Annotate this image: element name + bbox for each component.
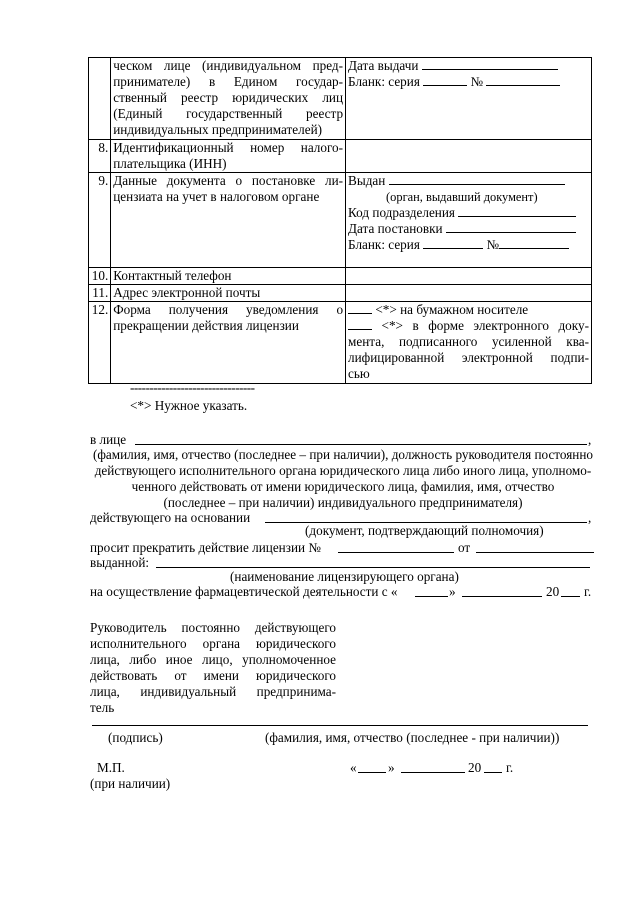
- option-electronic[interactable]: <*> в форме электронного доку- мента, подписанного усиленной ква- лифицированной электронной подпи- сью: [348, 318, 589, 381]
- issued-label: выданной:: [90, 555, 150, 570]
- table-row: [89, 58, 592, 140]
- acting-label: действующего на основании: [90, 510, 251, 525]
- request-label: просит прекратить действие лицензии №: [90, 540, 321, 555]
- row-value: [346, 58, 592, 140]
- sign-month-line[interactable]: [401, 772, 465, 773]
- row-description: Контактный телефон: [111, 268, 346, 285]
- signature-line[interactable]: [92, 725, 588, 726]
- blank-series-field[interactable]: Бланк: серия №: [348, 74, 589, 90]
- table-row: [89, 285, 592, 302]
- stamp-note: (при наличии): [90, 776, 171, 791]
- issue-date-field[interactable]: Дата выдачи: [348, 58, 589, 74]
- row-description: Данные документа о постановке ли- цензиата на учет в налоговом органе: [111, 173, 346, 268]
- acting-hint: (документ, подтверждающий полномочия): [305, 523, 544, 538]
- phone-value[interactable]: [346, 268, 592, 285]
- row-number: 12.: [89, 302, 111, 384]
- signature-hint: (подпись): [108, 730, 163, 745]
- person-hint: (фамилия, имя, отчество (последнее – при наличии), должность руководителя постоянно действующего исполнительного органа юридического лица либо иного лица, уполномо- ченного действовать от имени юридического лица, фамилия, имя, отчество (последнее – при наличии) индивидуального предпринимателя): [92, 447, 594, 510]
- table-row: [89, 173, 592, 268]
- license-form-table: [88, 57, 592, 384]
- from-label: от: [458, 540, 471, 555]
- start-day-line[interactable]: [415, 596, 448, 597]
- in-person-label: в лице: [90, 432, 127, 447]
- table-row: [89, 302, 592, 384]
- row-description: Идентификационный номер налого- плательщика (ИНН): [111, 140, 346, 173]
- row-number: 10.: [89, 268, 111, 285]
- row-description: Форма получения уведомления о прекращении действия лицензии: [111, 302, 346, 384]
- table-row: [89, 140, 592, 173]
- issuer-line[interactable]: [156, 567, 590, 568]
- email-value[interactable]: [346, 285, 592, 302]
- footnote-rule: --------------------------------: [130, 380, 255, 395]
- person-name-line[interactable]: [135, 444, 587, 445]
- start-month-line[interactable]: [462, 596, 542, 597]
- start-year-line[interactable]: [561, 596, 580, 597]
- row-number: 11.: [89, 285, 111, 302]
- sign-day-line[interactable]: [358, 772, 386, 773]
- row-number: 8.: [89, 140, 111, 173]
- stamp-label: М.П.: [97, 760, 125, 775]
- issued-by-field[interactable]: Выдан: [348, 173, 589, 189]
- row-value: [346, 302, 592, 384]
- activity-text: на осуществление фармацевтической деятельности с «: [90, 584, 398, 599]
- row-number: 9.: [89, 173, 111, 268]
- registration-date-field[interactable]: Дата постановки: [348, 221, 589, 237]
- license-number-line[interactable]: [338, 552, 454, 553]
- option-paper[interactable]: <*> на бумажном носителе: [348, 302, 589, 318]
- footnote-text: <*> Нужное указать.: [130, 398, 248, 413]
- license-date-line[interactable]: [476, 552, 594, 553]
- issuer-hint: (наименование лицензирующего органа): [230, 569, 459, 584]
- inn-value[interactable]: [346, 140, 592, 173]
- name-hint: (фамилия, имя, отчество (последнее - при наличии)): [265, 730, 560, 745]
- row-value: [346, 173, 592, 268]
- row-number: [89, 58, 111, 140]
- table-row: [89, 268, 592, 285]
- division-code-field[interactable]: Код подразделения: [348, 205, 589, 221]
- row-description: Адрес электронной почты: [111, 285, 346, 302]
- signer-role: Руководитель постоянно действующего исполнительного органа юридического лица, либо иное лицо, уполномоченное действовать от имени юридического лица, индивидуальный предпринима- тель: [90, 620, 336, 715]
- sign-year-line[interactable]: [484, 772, 502, 773]
- issued-by-hint: (орган, выдавший документ): [386, 190, 538, 204]
- row-description: ческом лице (индивидуальном пред- принимателе) в Едином государ- ственный реестр юридических лиц (Единый государственный реестр индивидуальных предпринимателей): [111, 58, 346, 140]
- blank-series-field[interactable]: Бланк: серия №: [348, 237, 589, 253]
